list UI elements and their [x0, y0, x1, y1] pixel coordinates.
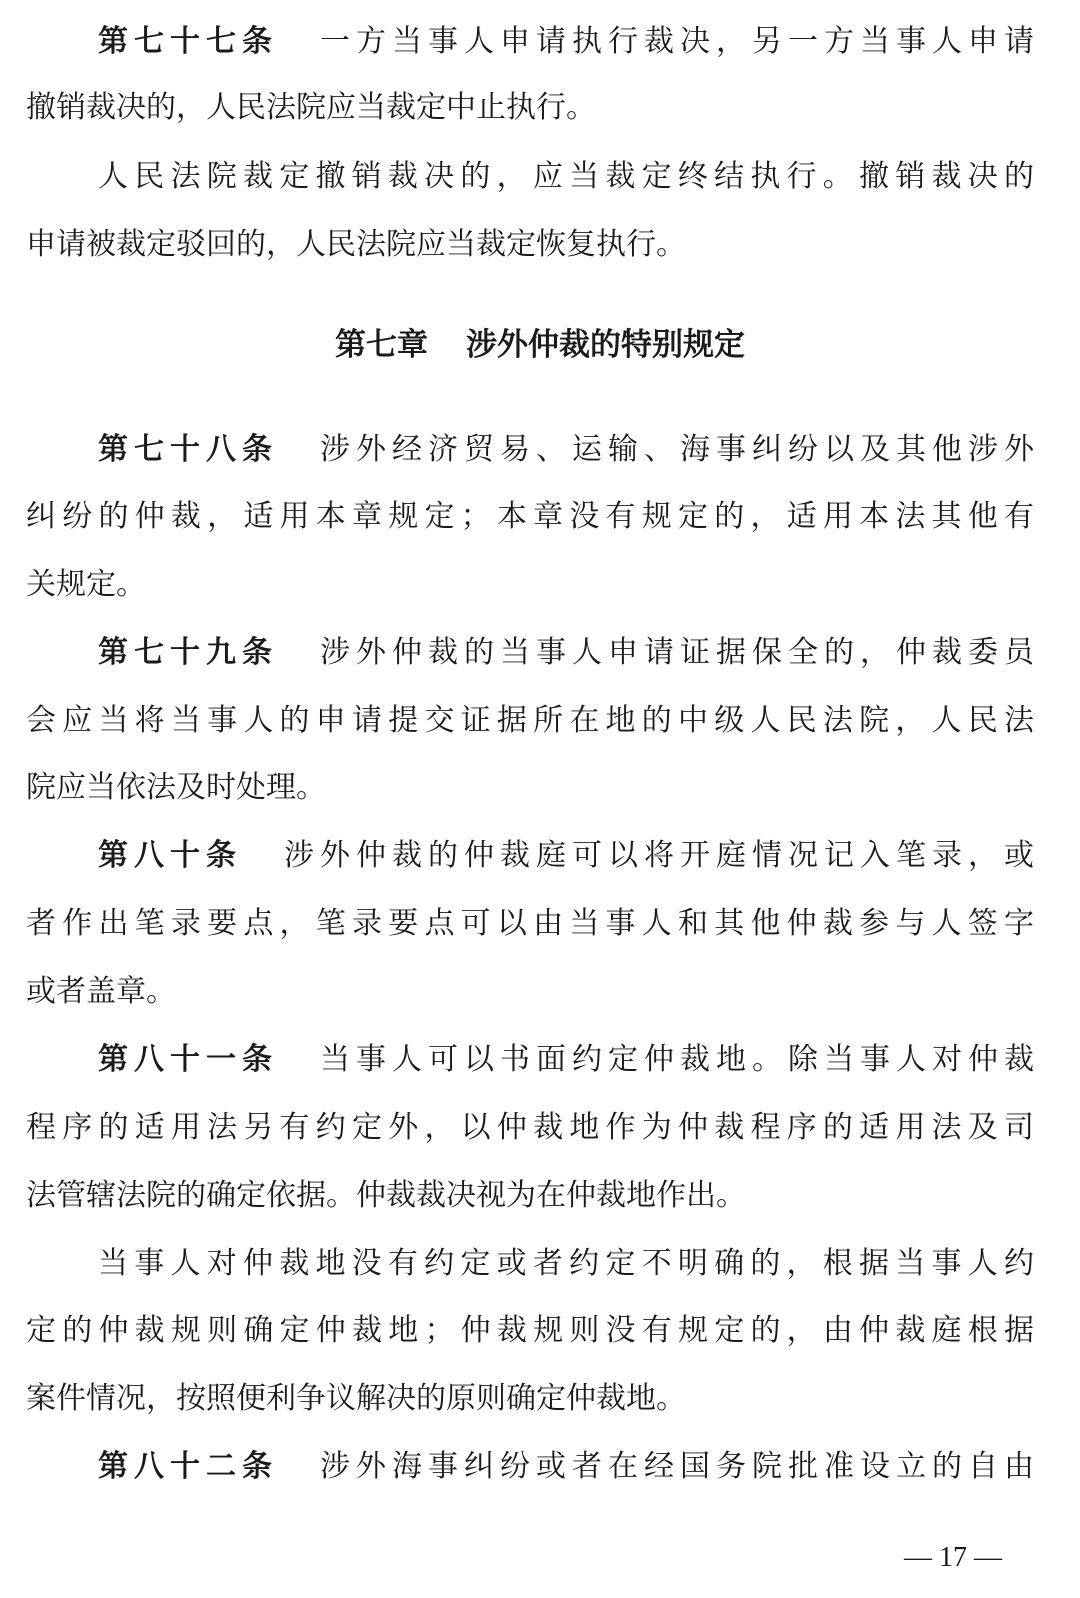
article-heading: 第七十九条: [98, 635, 278, 670]
paragraph-line: 会应当将当事人的申请提交证据所在地的中级人民法院，人民法: [26, 703, 1034, 738]
paragraph-line: 撤销裁决的，人民法院应当裁定中止执行。: [26, 90, 596, 125]
article-heading: 第七十八条: [98, 432, 278, 467]
paragraph-text: 涉外海事纠纷或者在经国务院批准设立的自由: [320, 1449, 1034, 1484]
paragraph-line: 人民法院裁定撤销裁决的，应当裁定终结执行。撤销裁决的: [98, 159, 1034, 194]
chapter-heading: [0, 325, 1080, 365]
paragraph-line: 申请被裁定驳回的，人民法院应当裁定恢复执行。: [26, 227, 686, 262]
article-heading: 第八十二条: [98, 1449, 278, 1484]
article-heading: 第八十一条: [98, 1042, 278, 1077]
chapter-title: 涉外仲裁的特别规定: [466, 327, 745, 363]
paragraph-text: 当事人可以书面约定仲裁地。除当事人对仲裁: [320, 1042, 1034, 1077]
paragraph-line: 者作出笔录要点，笔录要点可以由当事人和其他仲裁参与人签字: [26, 906, 1034, 941]
paragraph-line: 法管辖法院的确定依据。仲裁裁决视为在仲裁地作出。: [26, 1178, 746, 1213]
article-heading: 第七十七条: [98, 24, 278, 59]
paragraph-line: 定的仲裁规则确定仲裁地；仲裁规则没有规定的，由仲裁庭根据: [26, 1313, 1034, 1348]
paragraph-line: 程序的适用法另有约定外，以仲裁地作为仲裁程序的适用法及司: [26, 1110, 1034, 1145]
paragraph-line: [98, 430, 1034, 470]
paragraph-line: 或者盖章。: [26, 974, 176, 1009]
paragraph-line: 当事人对仲裁地没有约定或者约定不明确的，根据当事人约: [98, 1246, 1034, 1281]
paragraph-text: 一方当事人申请执行裁决，另一方当事人申请: [320, 24, 1034, 59]
paragraph-line: 关规定。: [26, 567, 146, 602]
paragraph-line: [98, 1040, 1034, 1080]
paragraph-text: 涉外经济贸易、运输、海事纠纷以及其他涉外: [320, 432, 1034, 467]
paragraph-line: [98, 22, 1034, 62]
chapter-number: 第七章: [335, 327, 428, 363]
paragraph-line: 案件情况，按照便利争议解决的原则确定仲裁地。: [26, 1381, 686, 1416]
paragraph-text: 涉外仲裁的仲裁庭可以将开庭情况记入笔录，或: [284, 838, 1034, 873]
paragraph-line: [98, 836, 1034, 876]
paragraph-text: 涉外仲裁的当事人申请证据保全的，仲裁委员: [320, 635, 1034, 670]
paragraph-line: [98, 633, 1034, 673]
paragraph-line: 纠纷的仲裁，适用本章规定；本章没有规定的，适用本法其他有: [26, 499, 1034, 534]
article-heading: 第八十条: [98, 838, 242, 873]
paragraph-line: 院应当依法及时处理。: [26, 770, 326, 805]
page-number: — 17 —: [904, 1542, 1002, 1573]
paragraph-line: [98, 1447, 1034, 1487]
